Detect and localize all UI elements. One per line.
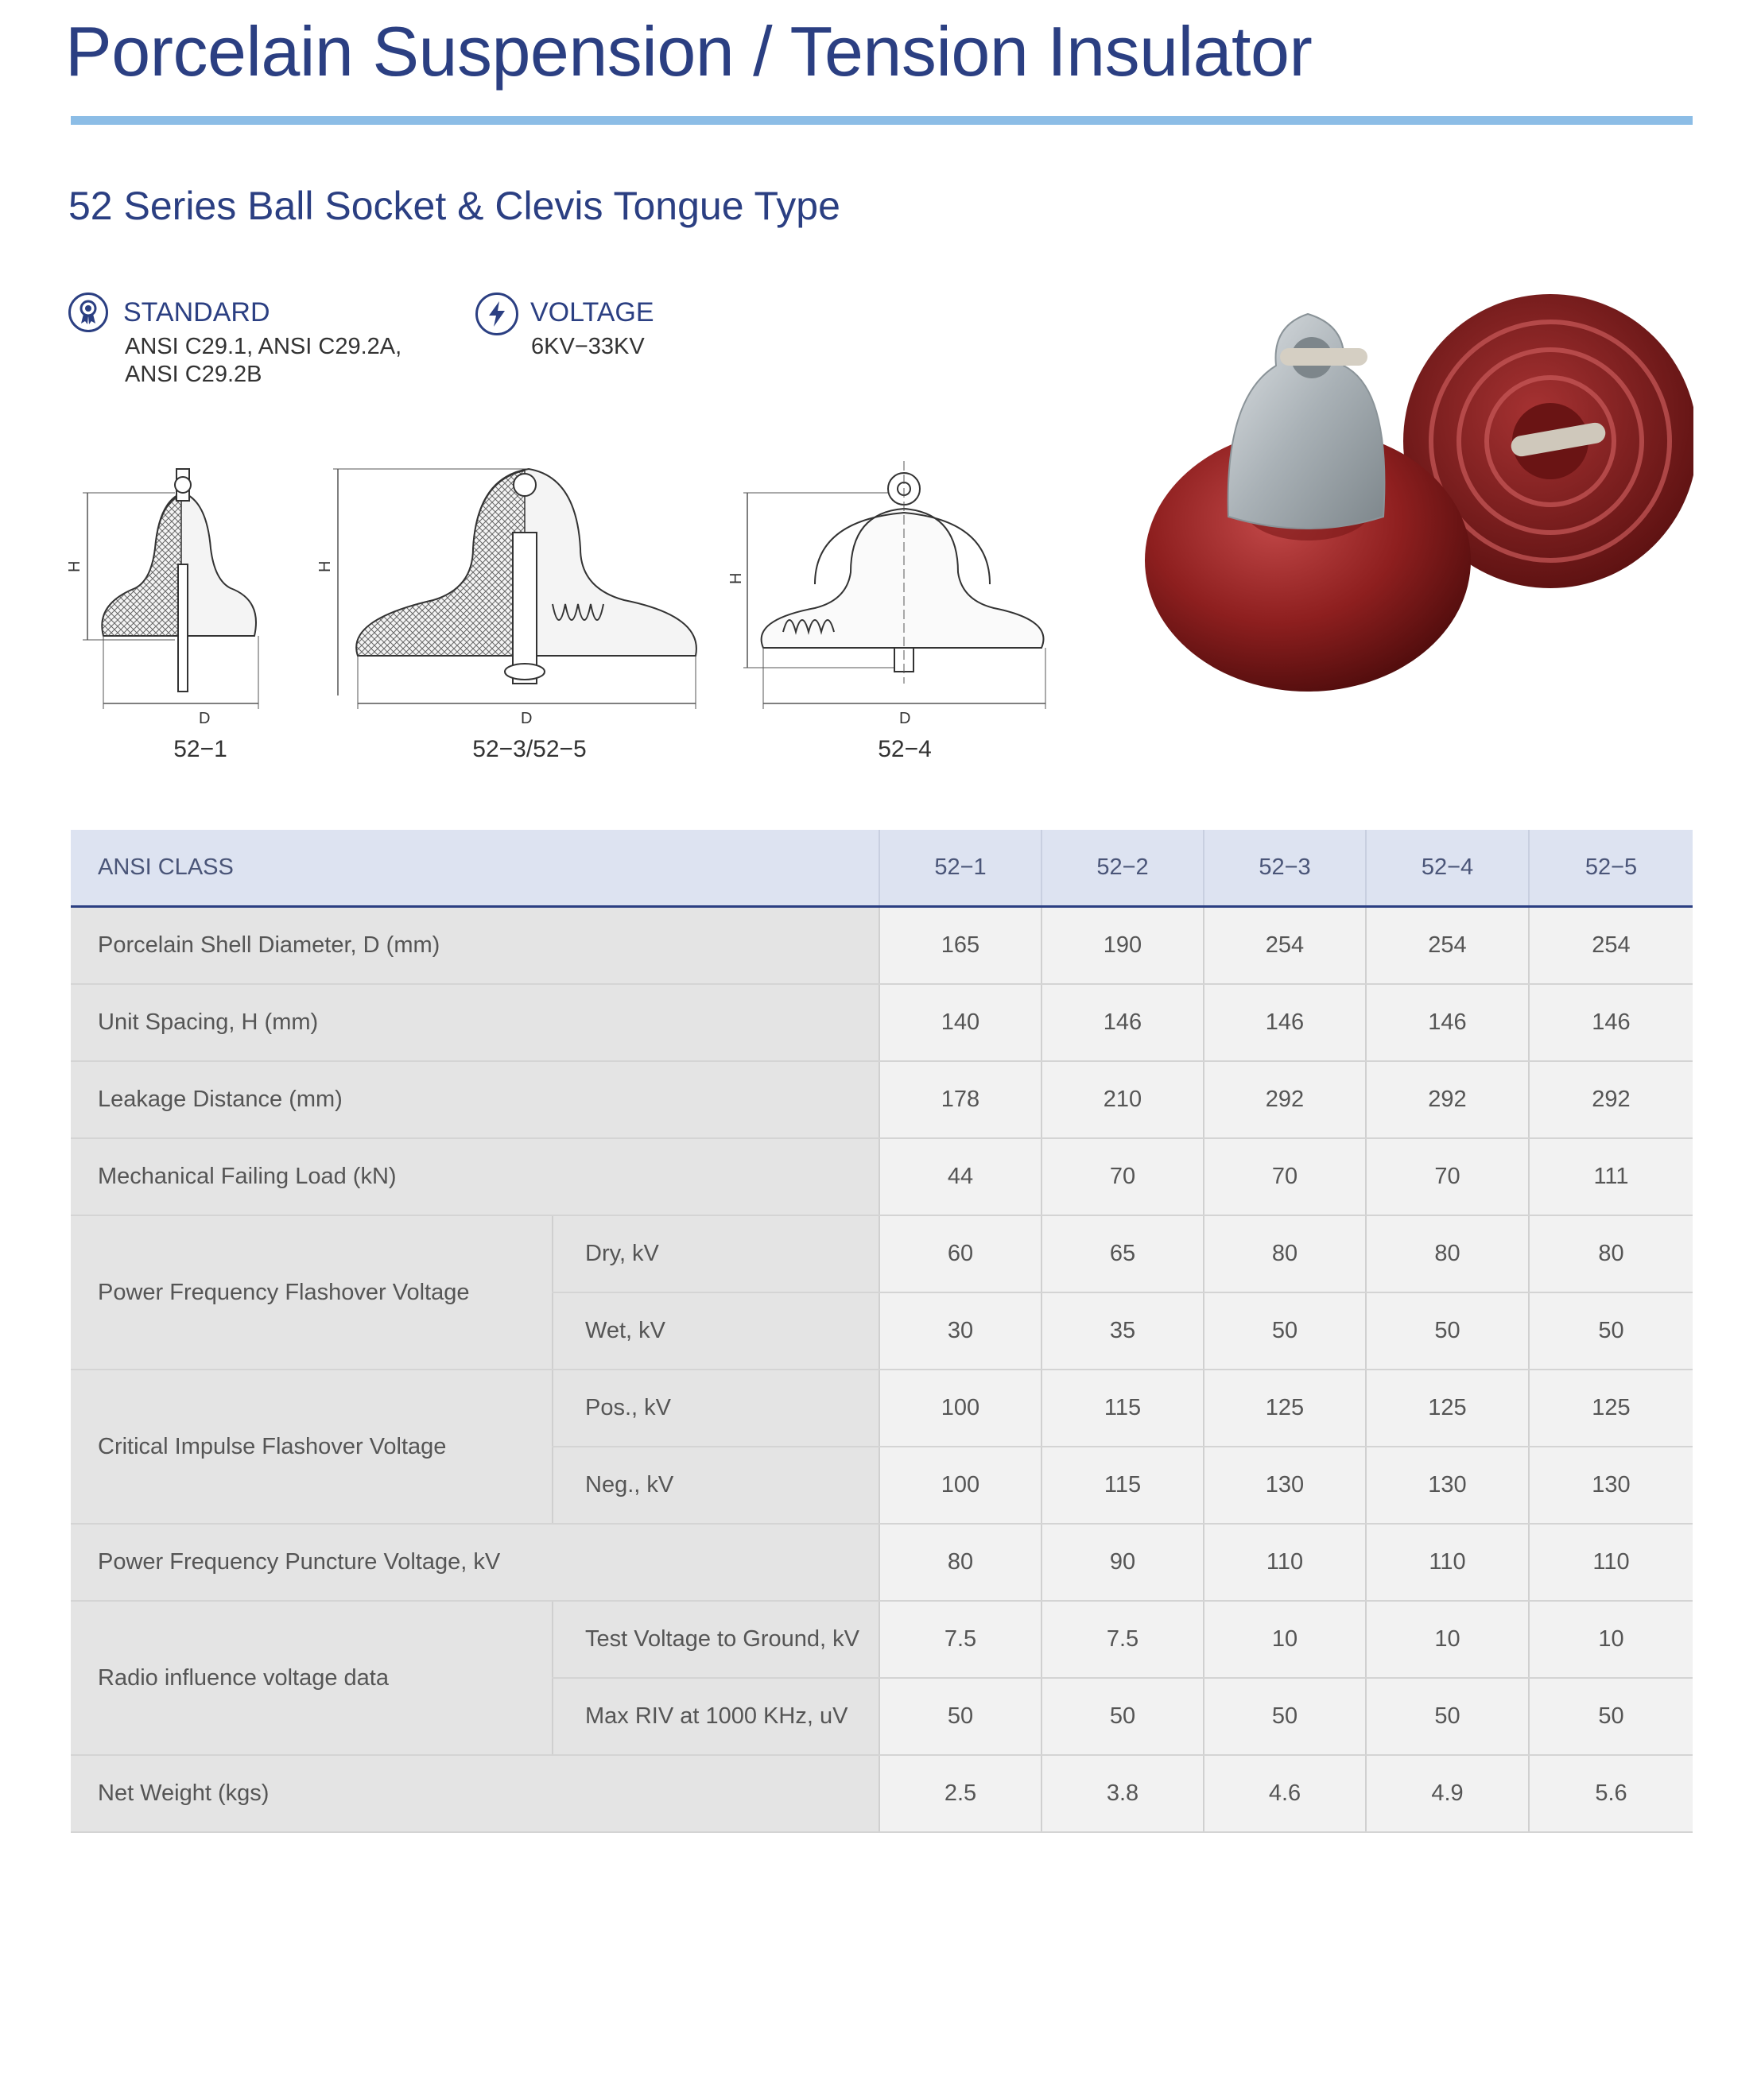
drawing-h-label: H [316, 560, 334, 572]
table-cell: 146 [1204, 984, 1366, 1061]
table-cell: 254 [1529, 907, 1693, 985]
table-cell: 130 [1529, 1447, 1693, 1524]
table-cell: 178 [879, 1061, 1041, 1138]
table-cell: 125 [1204, 1370, 1366, 1447]
table-cell: 50 [879, 1678, 1041, 1755]
column-header: 52−2 [1041, 830, 1204, 907]
table-cell: 50 [1366, 1292, 1529, 1370]
table-cell: 3.8 [1041, 1755, 1204, 1832]
page-title: Porcelain Suspension / Tension Insulator [65, 12, 1313, 91]
table-cell: 100 [879, 1370, 1041, 1447]
drawing-d-label: D [199, 710, 211, 727]
ansi-class-spec-table [71, 830, 1693, 1833]
table-cell: 80 [1204, 1215, 1366, 1292]
table-cell: 292 [1366, 1061, 1529, 1138]
award-ribbon-icon [68, 293, 108, 332]
row-group-label: Radio influence voltage data [71, 1601, 553, 1755]
table-cell: 5.6 [1529, 1755, 1693, 1832]
row-label: Mechanical Failing Load (kN) [71, 1138, 879, 1215]
table-row [71, 984, 1693, 1061]
table-cell: 111 [1529, 1138, 1693, 1215]
drawing-caption-52-4: 52−4 [878, 736, 932, 762]
table-cell: 130 [1366, 1447, 1529, 1524]
table-row [71, 907, 1693, 985]
table-cell: 30 [879, 1292, 1041, 1370]
row-label: Power Frequency Puncture Voltage, kV [71, 1524, 879, 1601]
table-cell: 190 [1041, 907, 1204, 985]
row-sub-label: Test Voltage to Ground, kV [553, 1601, 879, 1678]
table-cell: 4.6 [1204, 1755, 1366, 1832]
table-cell: 254 [1204, 907, 1366, 985]
drawing-52-3-52-5 [314, 445, 712, 731]
table-cell: 110 [1204, 1524, 1366, 1601]
table-cell: 140 [879, 984, 1041, 1061]
table-cell: 100 [879, 1447, 1041, 1524]
table-row [71, 1215, 1693, 1292]
table-row [71, 1370, 1693, 1447]
table-cell: 292 [1529, 1061, 1693, 1138]
table-cell: 125 [1366, 1370, 1529, 1447]
table-cell: 146 [1366, 984, 1529, 1061]
column-header: 52−3 [1204, 830, 1366, 907]
row-group-label: Power Frequency Flashover Voltage [71, 1215, 553, 1370]
row-sub-label: Neg., kV [553, 1447, 879, 1524]
voltage-value: 6KV−33KV [531, 334, 645, 359]
table-cell: 7.5 [879, 1601, 1041, 1678]
header-ansi-class: ANSI CLASS [71, 830, 879, 907]
table-cell: 60 [879, 1215, 1041, 1292]
table-row [71, 1138, 1693, 1215]
row-sub-label: Max RIV at 1000 KHz, uV [553, 1678, 879, 1755]
table-cell: 65 [1041, 1215, 1204, 1292]
table-row [71, 1061, 1693, 1138]
row-label: Net Weight (kgs) [71, 1755, 879, 1832]
standard-value-line-1: ANSI C29.1, ANSI C29.2A, [125, 334, 402, 359]
row-group-label: Critical Impulse Flashover Voltage [71, 1370, 553, 1524]
table-cell: 110 [1366, 1524, 1529, 1601]
table-cell: 50 [1204, 1678, 1366, 1755]
table-cell: 130 [1204, 1447, 1366, 1524]
column-header: 52−1 [879, 830, 1041, 907]
table-cell: 210 [1041, 1061, 1204, 1138]
row-label: Leakage Distance (mm) [71, 1061, 879, 1138]
drawing-caption-52-3-52-5: 52−3/52−5 [472, 736, 587, 762]
table-cell: 10 [1204, 1601, 1366, 1678]
table-row [71, 1755, 1693, 1832]
table-cell: 146 [1529, 984, 1693, 1061]
table-cell: 50 [1204, 1292, 1366, 1370]
row-label: Unit Spacing, H (mm) [71, 984, 879, 1061]
table-cell: 7.5 [1041, 1601, 1204, 1678]
table-cell: 115 [1041, 1447, 1204, 1524]
drawing-h-label: H [727, 572, 745, 584]
table-cell: 125 [1529, 1370, 1693, 1447]
standard-label: STANDARD [123, 297, 270, 327]
table-cell: 70 [1041, 1138, 1204, 1215]
row-sub-label: Pos., kV [553, 1370, 879, 1447]
table-cell: 70 [1366, 1138, 1529, 1215]
table-cell: 50 [1366, 1678, 1529, 1755]
row-sub-label: Wet, kV [553, 1292, 879, 1370]
voltage-label: VOLTAGE [530, 297, 654, 327]
table-cell: 50 [1529, 1678, 1693, 1755]
table-header-row [71, 830, 1693, 907]
table-cell: 50 [1041, 1678, 1204, 1755]
row-sub-label: Dry, kV [553, 1215, 879, 1292]
table-cell: 10 [1366, 1601, 1529, 1678]
insulator-product-photo [1137, 270, 1693, 731]
table-row [71, 1524, 1693, 1601]
table-cell: 44 [879, 1138, 1041, 1215]
row-label: Porcelain Shell Diameter, D (mm) [71, 907, 879, 985]
lightning-bolt-icon [475, 293, 518, 335]
drawing-52-4 [727, 445, 1061, 731]
drawing-52-1 [64, 445, 302, 731]
table-cell: 165 [879, 907, 1041, 985]
table-cell: 146 [1041, 984, 1204, 1061]
drawing-d-label: D [521, 710, 533, 727]
table-cell: 110 [1529, 1524, 1693, 1601]
table-cell: 35 [1041, 1292, 1204, 1370]
page-subtitle: 52 Series Ball Socket & Clevis Tongue Type [68, 184, 840, 228]
drawing-caption-52-1: 52−1 [173, 736, 227, 762]
standard-value-line-2: ANSI C29.2B [125, 362, 262, 387]
drawing-d-label: D [899, 710, 911, 727]
table-cell: 80 [1529, 1215, 1693, 1292]
drawing-h-label: H [66, 560, 83, 572]
table-cell: 50 [1529, 1292, 1693, 1370]
column-header: 52−5 [1529, 830, 1693, 907]
table-cell: 292 [1204, 1061, 1366, 1138]
table-cell: 90 [1041, 1524, 1204, 1601]
table-cell: 115 [1041, 1370, 1204, 1447]
title-divider [71, 116, 1693, 125]
table-cell: 2.5 [879, 1755, 1041, 1832]
table-cell: 10 [1529, 1601, 1693, 1678]
table-cell: 254 [1366, 907, 1529, 985]
table-cell: 80 [1366, 1215, 1529, 1292]
table-row [71, 1601, 1693, 1678]
table-cell: 4.9 [1366, 1755, 1529, 1832]
column-header: 52−4 [1366, 830, 1529, 907]
table-cell: 70 [1204, 1138, 1366, 1215]
table-cell: 80 [879, 1524, 1041, 1601]
